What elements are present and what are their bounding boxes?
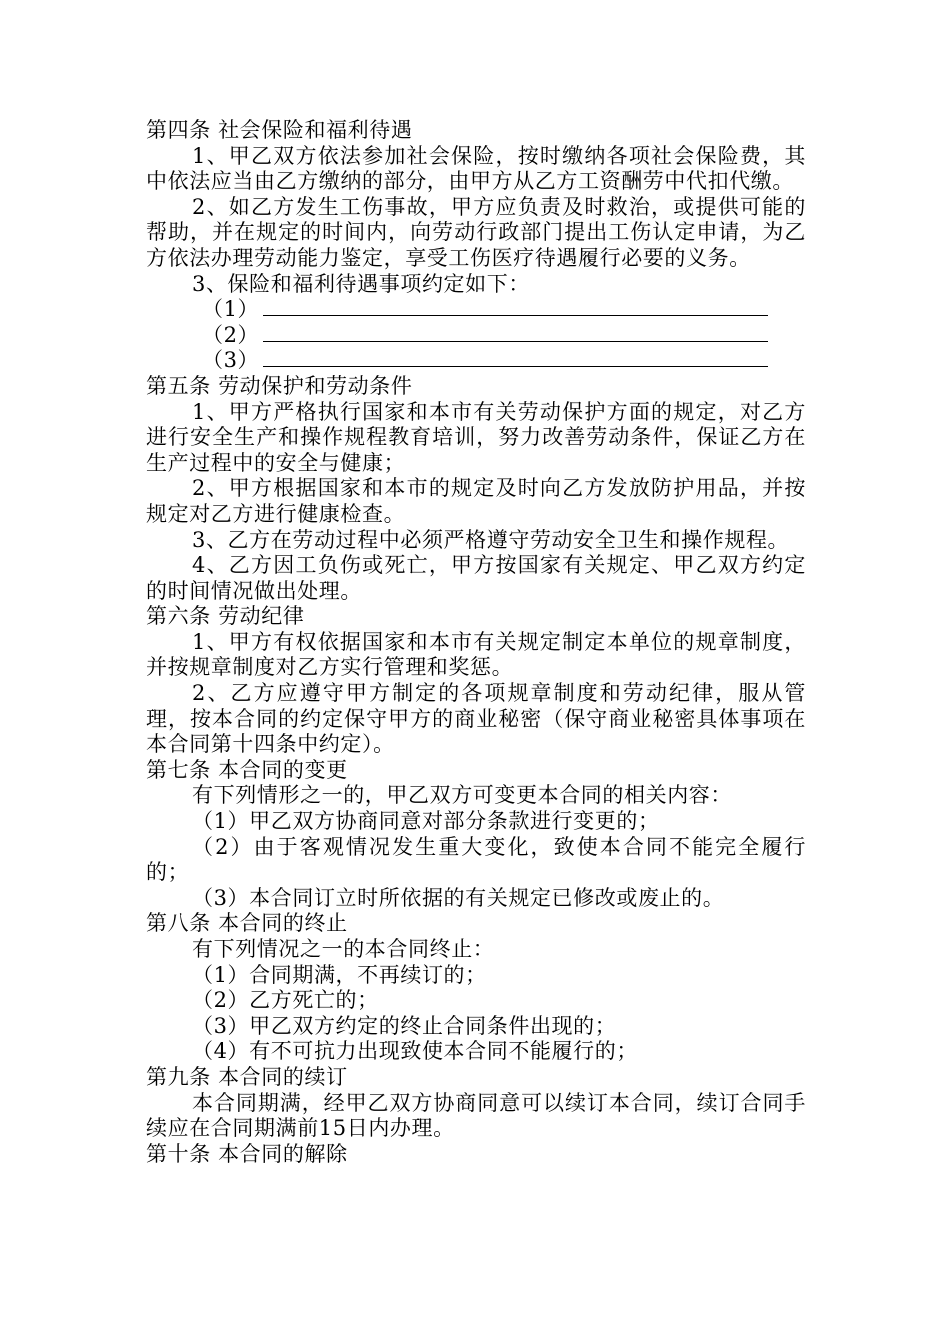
article-5-clause-2: 2、甲方根据国家和本市的规定及时向乙方发放防护用品，并按规定对乙方进行健康检查。 (146, 476, 806, 526)
article-10-heading: 第十条 本合同的解除 (146, 1141, 348, 1166)
article-9-heading: 第九条 本合同的续订 (146, 1064, 348, 1089)
article-4-clause-1: 1、甲乙双方依法参加社会保险，按时缴纳各项社会保险费，其中依法应当由乙方缴纳的部分，由甲方从乙方工资酬劳中代扣代缴。 (146, 143, 806, 194)
contract-body (146, 118, 806, 1167)
article-8-intro: 有下列情况之一的本合同终止： (192, 937, 495, 961)
article-6-clause-1: 1、甲方有权依据国家和本市有关规定制定本单位的规章制度，并按规章制度对乙方实行管理和奖惩。 (146, 629, 806, 680)
article-4-clause-3: 3、保险和福利待遇事项约定如下： (192, 271, 530, 296)
article-7-item-3: （3）本合同订立时所依据的有关规定已修改或废止的。 (192, 885, 725, 910)
article-5-clause-4: 4、乙方因工负伤或死亡，甲方按国家有关规定、甲乙双方约定的时间情况做出处理。 (146, 553, 806, 603)
article-7-heading: 第七条 本合同的变更 (146, 757, 348, 782)
article-4-clause-2: 2、如乙方发生工伤事故，甲方应负责及时救治，或提供可能的帮助，并在规定的时间内，向劳动行政部门提出工伤认定申请，为乙方依法办理劳动能力鉴定，享受工伤医疗待遇履行必要的义务。 (146, 194, 806, 270)
article-6-clause-2: 2、乙方应遵守甲方制定的各项规章制度和劳动纪律，服从管理，按本合同的约定保守甲方的商业秘密（保守商业秘密具体事项在本合同第十四条中约定）。 (146, 681, 806, 757)
article-8-item-4: （4）有不可抗力出现致使本合同不能履行的； (192, 1039, 638, 1064)
article-7-item-1: （1）甲乙双方协商同意对部分条款进行变更的； (192, 809, 660, 834)
article-8-heading: 第八条 本合同的终止 (146, 911, 348, 936)
fill-in-blank (263, 297, 768, 316)
article-8-item-2: （2）乙方死亡的； (192, 988, 379, 1013)
blank-line-2 (146, 323, 806, 349)
blank-line-label: （3） (202, 348, 260, 373)
blank-line-1 (146, 297, 806, 323)
blank-line-3 (146, 348, 806, 374)
article-9-clause-1: 本合同期满，经甲乙双方协商同意可以续订本合同，续订合同手续应在合同期满前15日内办理。 (146, 1090, 806, 1141)
article-5-clause-3: 3、乙方在劳动过程中必须严格遵守劳动安全卫生和操作规程。 (192, 527, 790, 552)
fill-in-blank (263, 323, 768, 342)
article-5-clause-1: 1、甲方严格执行国家和本市有关劳动保护方面的规定，对乙方进行安全生产和操作规程教育培训，努力改善劳动条件，保证乙方在生产过程中的安全与健康； (146, 399, 806, 475)
article-8-item-3: （3）甲乙双方约定的终止合同条件出现的； (192, 1013, 617, 1038)
article-8-item-1: （1）合同期满，不再续订的； (192, 962, 487, 987)
blank-line-label: （2） (202, 322, 260, 347)
article-4-heading: 第四条 社会保险和福利待遇 (146, 118, 413, 142)
fill-in-blank (263, 348, 768, 367)
article-6-heading: 第六条 劳动纪律 (146, 604, 305, 629)
article-7-intro: 有下列情形之一的，甲乙双方可变更本合同的相关内容： (192, 783, 732, 808)
blank-line-label: （1） (202, 297, 260, 322)
article-5-heading: 第五条 劳动保护和劳动条件 (146, 373, 413, 398)
article-7-item-2: （2）由于客观情况发生重大变化，致使本合同不能完全履行的； (146, 834, 806, 885)
